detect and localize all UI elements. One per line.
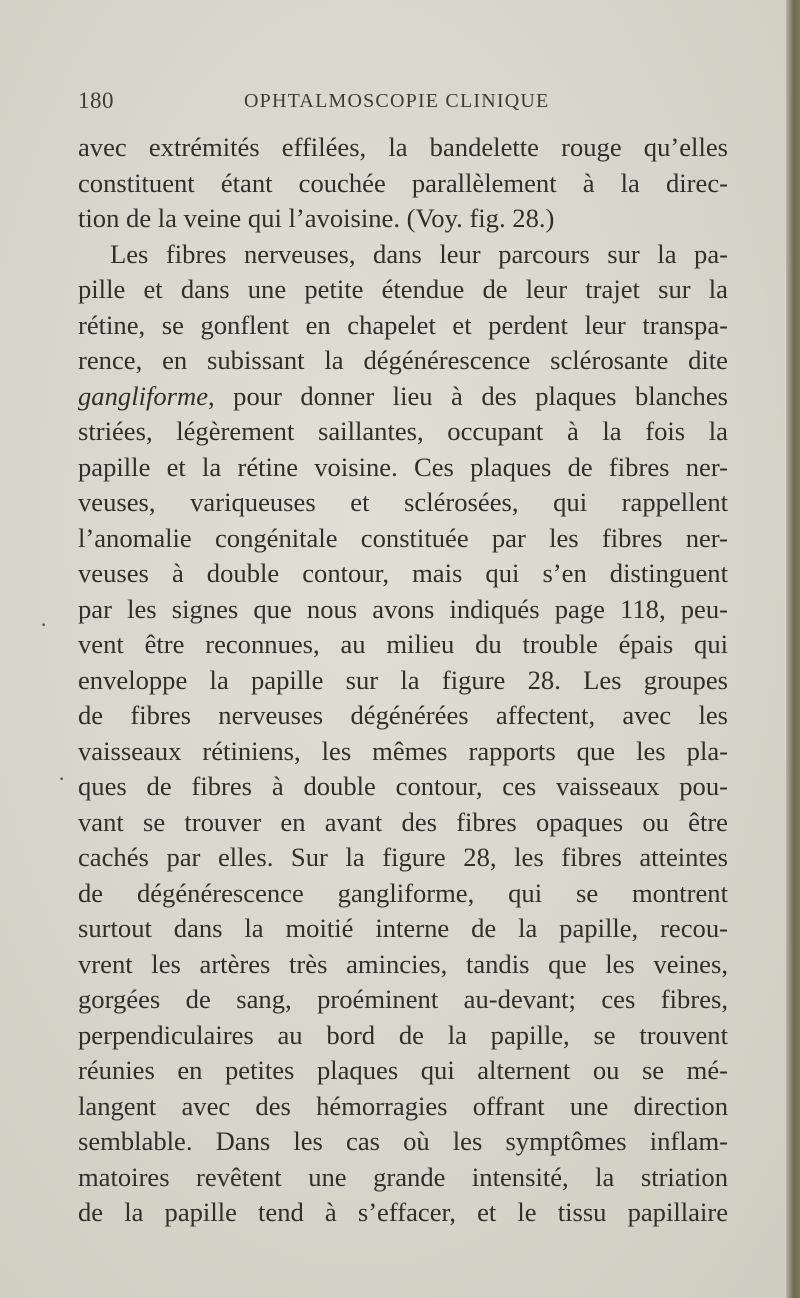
line-text: constituent étant couchée parallèlement à la direc- bbox=[78, 167, 728, 198]
line-text: semblable. Dans les cas où les symptômes inflam- bbox=[78, 1126, 728, 1156]
text-line bbox=[78, 663, 728, 699]
text-line bbox=[78, 343, 728, 379]
body-text bbox=[78, 130, 728, 1231]
line-text: l’anomalie congénitale constituée par les fibres ner- bbox=[78, 522, 728, 553]
text-line bbox=[78, 734, 728, 770]
text-line bbox=[78, 450, 728, 486]
line-text: de dégénérescence gangliforme, qui se montrent bbox=[78, 877, 728, 908]
page-header bbox=[78, 88, 728, 118]
line-text: par les signes que nous avons indiqués page 118, peu- bbox=[78, 593, 728, 624]
line-text: veuses, variqueuses et sclérosées, qui rappellent bbox=[78, 487, 728, 517]
text-line bbox=[78, 911, 728, 947]
text-line bbox=[78, 521, 728, 557]
line-text: papille et la rétine voisine. Ces plaques de fibres ner- bbox=[78, 451, 728, 482]
line-text: enveloppe la papille sur la figure 28. Les groupes bbox=[78, 664, 728, 695]
line-text: vent être reconnues, au milieu du trouble épais qui bbox=[78, 629, 728, 659]
line-text: perpendiculaires au bord de la papille, se trouvent bbox=[78, 1019, 728, 1050]
text-line bbox=[78, 769, 728, 805]
line-text: réunies en petites plaques qui alternent ou se mé- bbox=[78, 1055, 728, 1085]
text-line bbox=[78, 556, 728, 592]
text-line bbox=[78, 876, 728, 912]
line-text: tion de la veine qui l’avoisine. (Voy. fig. 28.) bbox=[78, 203, 555, 233]
text-line bbox=[78, 237, 728, 273]
text-line bbox=[78, 1089, 728, 1125]
text-line bbox=[78, 698, 728, 734]
text-line bbox=[78, 592, 728, 628]
text-line bbox=[78, 485, 728, 521]
text-line bbox=[78, 201, 728, 237]
line-text: Les fibres nerveuses, dans leur parcours sur la pa- bbox=[110, 238, 728, 269]
text-line bbox=[78, 1124, 728, 1160]
text-line bbox=[78, 166, 728, 202]
line-text: pille et dans une petite étendue de leur trajet sur la bbox=[78, 274, 728, 304]
margin-mark: · bbox=[40, 612, 48, 637]
text-line bbox=[78, 1018, 728, 1054]
line-text: ques de fibres à double contour, ces vaisseaux pou- bbox=[78, 771, 728, 801]
text-line bbox=[78, 414, 728, 450]
text-line bbox=[78, 272, 728, 308]
text-line bbox=[78, 1195, 728, 1231]
line-text: langent avec des hémorragies offrant une direction bbox=[78, 1090, 728, 1121]
text-line bbox=[78, 982, 728, 1018]
text-line bbox=[78, 947, 728, 983]
running-head: OPHTALMOSCOPIE CLINIQUE bbox=[244, 90, 550, 112]
line-text: vant se trouver en avant des fibres opaques ou être bbox=[78, 806, 728, 837]
line-text: surtout dans la moitié interne de la papille, recou- bbox=[78, 913, 728, 943]
italic-term: gangliforme bbox=[78, 380, 209, 411]
text-line bbox=[78, 379, 728, 415]
line-text: gorgées de sang, proéminent au-devant; ces fibres, bbox=[78, 984, 728, 1014]
text-line bbox=[78, 627, 728, 663]
text-line bbox=[78, 1053, 728, 1089]
text-line bbox=[78, 805, 728, 841]
line-text: avec extrémités effilées, la bandelette rouge qu’elles bbox=[78, 132, 728, 162]
line-text: rétine, se gonflent en chapelet et perdent leur transpa- bbox=[78, 309, 728, 340]
line-text: rence, en subissant la dégénérescence sclérosante dite bbox=[78, 345, 728, 375]
text-line bbox=[78, 130, 728, 166]
line-text: striées, légèrement saillantes, occupant à la fois la bbox=[78, 416, 728, 446]
text-line bbox=[78, 840, 728, 876]
line-text: vrent les artères très amincies, tandis que les veines, bbox=[78, 948, 728, 979]
page-edge bbox=[786, 0, 800, 1298]
line-text: de fibres nerveuses dégénérées affectent, avec les bbox=[78, 700, 728, 730]
page-number: 180 bbox=[78, 88, 114, 113]
line-text: , pour donner lieu à des plaques blanches bbox=[208, 380, 728, 411]
text-line bbox=[78, 308, 728, 344]
line-text: matoires revêtent une grande intensité, la striation bbox=[78, 1161, 728, 1192]
line-text: cachés par elles. Sur la figure 28, les fibres atteintes bbox=[78, 842, 728, 872]
line-text: de la papille tend à s’effacer, et le tissu papillaire bbox=[78, 1197, 728, 1227]
line-text: veuses à double contour, mais qui s’en distinguent bbox=[78, 558, 728, 588]
line-text: vaisseaux rétiniens, les mêmes rapports que les pla- bbox=[78, 735, 728, 766]
text-line bbox=[78, 1160, 728, 1196]
margin-mark: · bbox=[58, 766, 66, 791]
